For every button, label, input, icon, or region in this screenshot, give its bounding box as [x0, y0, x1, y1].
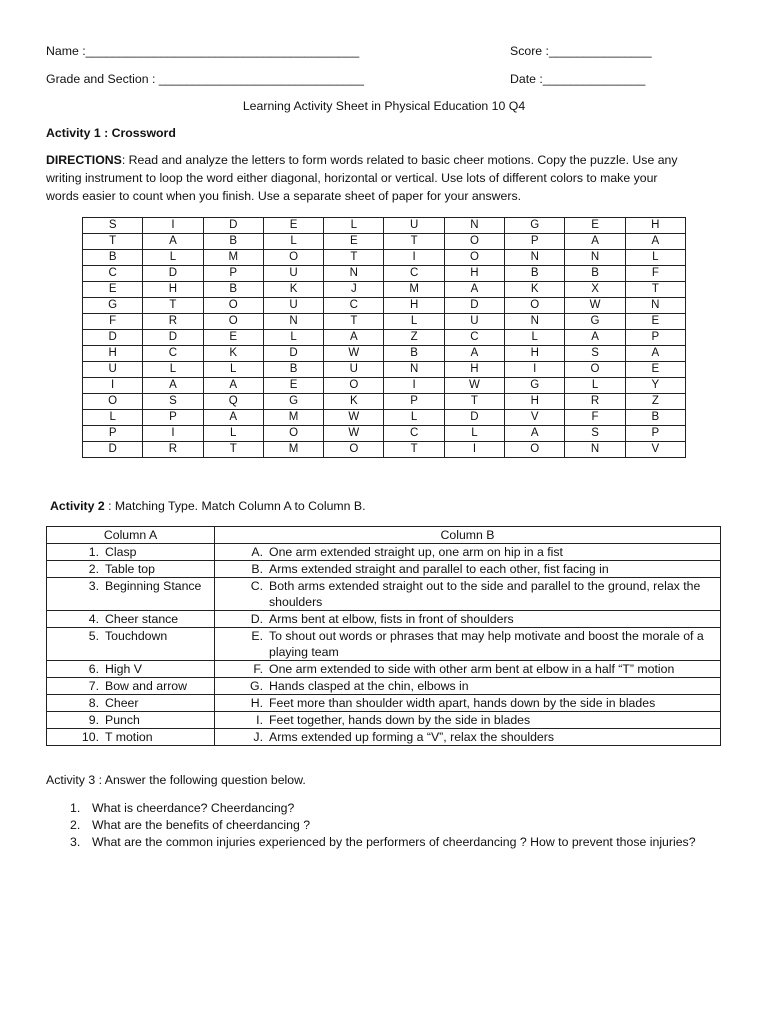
column-b-description: Feet together, hands down by the side in blades: [269, 713, 531, 727]
grid-cell: B: [263, 362, 323, 378]
grid-cell: S: [565, 346, 625, 362]
column-a-cell: [47, 544, 215, 561]
matching-row: [47, 695, 721, 712]
grid-row: [83, 298, 686, 314]
column-a-number: 7.: [88, 679, 99, 693]
grid-cell: U: [83, 362, 143, 378]
column-b-header: Column B: [215, 527, 721, 544]
grid-cell: H: [505, 394, 565, 410]
date-label: Date :: [510, 72, 543, 86]
grid-cell: W: [324, 426, 384, 442]
column-a-term: High V: [105, 662, 142, 676]
grid-cell: Q: [203, 394, 263, 410]
grid-cell: H: [444, 362, 504, 378]
grid-cell: C: [384, 266, 444, 282]
grid-cell: H: [83, 346, 143, 362]
grid-cell: S: [565, 426, 625, 442]
question-number: 2.: [70, 818, 81, 832]
grid-cell: E: [565, 218, 625, 234]
grid-cell: B: [203, 234, 263, 250]
grid-cell: A: [324, 330, 384, 346]
matching-row: [47, 561, 721, 578]
question-text: What is cheerdance? Cheerdancing?: [92, 801, 295, 815]
grid-cell: T: [143, 298, 203, 314]
column-a-term: Beginning Stance: [105, 579, 202, 593]
grid-cell: N: [384, 362, 444, 378]
grid-cell: L: [324, 218, 384, 234]
column-b-cell: [215, 695, 721, 712]
grid-cell: U: [263, 298, 323, 314]
grid-cell: K: [505, 282, 565, 298]
grid-cell: N: [505, 314, 565, 330]
grid-cell: N: [505, 250, 565, 266]
grid-cell: T: [83, 234, 143, 250]
score-label: Score :: [510, 44, 549, 58]
grid-cell: N: [444, 218, 504, 234]
grid-cell: W: [444, 378, 504, 394]
matching-row: [47, 712, 721, 729]
column-b-description: Arms extended up forming a “V”, relax the shoulders: [269, 730, 555, 744]
column-a-cell: [47, 611, 215, 628]
grid-row: [83, 442, 686, 458]
grid-cell: L: [444, 426, 504, 442]
grid-cell: I: [444, 442, 504, 458]
column-b-cell: [215, 628, 721, 661]
grade-line: [46, 72, 364, 86]
column-a-cell: [47, 628, 215, 661]
grid-cell: B: [565, 266, 625, 282]
grid-cell: R: [565, 394, 625, 410]
grid-cell: A: [565, 330, 625, 346]
grid-cell: I: [143, 426, 203, 442]
column-b-letter: A.: [251, 545, 263, 559]
matching-row: [47, 578, 721, 611]
grid-cell: G: [565, 314, 625, 330]
grid-cell: D: [143, 266, 203, 282]
grid-cell: B: [203, 282, 263, 298]
grid-cell: F: [565, 410, 625, 426]
grid-cell: O: [505, 442, 565, 458]
matching-row: [47, 661, 721, 678]
grid-cell: C: [324, 298, 384, 314]
grid-cell: G: [83, 298, 143, 314]
question-number: 1.: [70, 801, 81, 815]
grid-row: [83, 234, 686, 250]
grid-cell: S: [143, 394, 203, 410]
column-b-cell: [215, 678, 721, 695]
grid-row: [83, 394, 686, 410]
grid-cell: R: [143, 442, 203, 458]
directions-text-1: : Read and analyze the letters to form words related to basic cheer motions. Copy the puzzle. Use any: [121, 153, 678, 167]
column-a-number: 9.: [88, 713, 99, 727]
page-title: Learning Activity Sheet in Physical Education 10 Q4: [242, 99, 526, 113]
column-a-cell: [47, 729, 215, 746]
grid-row: [83, 330, 686, 346]
grid-cell: P: [625, 426, 685, 442]
column-a-cell: [47, 561, 215, 578]
grid-cell: B: [505, 266, 565, 282]
grid-cell: L: [384, 410, 444, 426]
grid-cell: M: [384, 282, 444, 298]
grid-cell: Y: [625, 378, 685, 394]
column-a-term: Cheer stance: [105, 612, 179, 626]
grid-cell: K: [263, 282, 323, 298]
grid-cell: J: [324, 282, 384, 298]
grid-cell: Z: [384, 330, 444, 346]
score-line: [510, 44, 652, 58]
grid-cell: F: [625, 266, 685, 282]
grid-cell: X: [565, 282, 625, 298]
grid-cell: P: [83, 426, 143, 442]
grid-cell: A: [444, 282, 504, 298]
grid-cell: A: [203, 410, 263, 426]
grid-row: [83, 282, 686, 298]
matching-table: [46, 526, 721, 746]
grid-cell: O: [444, 250, 504, 266]
grid-cell: U: [384, 218, 444, 234]
column-b-cell: [215, 578, 721, 611]
column-b-letter: D.: [250, 612, 263, 626]
column-a-cell: [47, 678, 215, 695]
column-a-cell: [47, 695, 215, 712]
grid-cell: O: [83, 394, 143, 410]
grid-cell: V: [625, 442, 685, 458]
score-field[interactable]: _______________: [548, 44, 652, 58]
column-a-term: Table top: [105, 562, 155, 576]
grid-cell: O: [444, 234, 504, 250]
grid-cell: C: [143, 346, 203, 362]
column-a-number: 8.: [88, 696, 99, 710]
grid-cell: D: [444, 410, 504, 426]
question-item: [70, 834, 710, 851]
grid-cell: B: [83, 250, 143, 266]
column-a-header: Column A: [47, 527, 215, 544]
grid-cell: Z: [625, 394, 685, 410]
grid-row: [83, 314, 686, 330]
column-b-letter: G.: [250, 679, 263, 693]
grid-row: [83, 266, 686, 282]
grid-cell: R: [143, 314, 203, 330]
column-b-cell: [215, 729, 721, 746]
date-line: [510, 72, 645, 86]
grid-cell: D: [203, 218, 263, 234]
column-a-number: 6.: [88, 662, 99, 676]
grid-cell: E: [625, 314, 685, 330]
grid-cell: A: [203, 378, 263, 394]
grid-cell: D: [83, 442, 143, 458]
grid-cell: O: [324, 378, 384, 394]
column-b-letter: B.: [251, 562, 263, 576]
grid-cell: A: [565, 234, 625, 250]
question-text: What are the common injuries experienced by the performers of cheerdancing ? How to prevent those injuries?: [92, 835, 696, 849]
crossword-grid: [82, 217, 686, 458]
column-a-term: Cheer: [105, 696, 139, 710]
directions-label: DIRECTIONS: [46, 153, 122, 167]
name-label: Name :: [46, 44, 86, 58]
matching-row: [47, 678, 721, 695]
grid-cell: W: [324, 410, 384, 426]
grid-cell: A: [444, 346, 504, 362]
grid-cell: H: [384, 298, 444, 314]
grid-cell: L: [263, 234, 323, 250]
date-field[interactable]: _______________: [542, 72, 646, 86]
grid-cell: M: [203, 250, 263, 266]
column-b-letter: F.: [253, 662, 263, 676]
grid-cell: M: [263, 442, 323, 458]
grid-cell: L: [384, 314, 444, 330]
directions-line-1: [46, 153, 678, 167]
grid-cell: E: [83, 282, 143, 298]
grid-cell: P: [143, 410, 203, 426]
grid-cell: L: [263, 330, 323, 346]
grid-cell: E: [263, 378, 323, 394]
grid-cell: E: [203, 330, 263, 346]
grid-cell: C: [83, 266, 143, 282]
grid-cell: H: [444, 266, 504, 282]
column-b-letter: H.: [250, 696, 263, 710]
column-a-number: 3.: [88, 579, 99, 593]
name-line: [46, 44, 359, 58]
grid-cell: C: [384, 426, 444, 442]
matching-row: [47, 544, 721, 561]
grid-cell: O: [565, 362, 625, 378]
grade-label: Grade and Section :: [46, 72, 156, 86]
column-a-number: 1.: [88, 545, 99, 559]
grid-cell: U: [263, 266, 323, 282]
grid-cell: G: [505, 378, 565, 394]
matching-row: [47, 628, 721, 661]
column-b-description: Hands clasped at the chin, elbows in: [269, 679, 469, 693]
matching-row: [47, 611, 721, 628]
grid-cell: T: [625, 282, 685, 298]
grid-cell: L: [143, 250, 203, 266]
question-list: [70, 800, 710, 851]
grid-cell: A: [505, 426, 565, 442]
grid-cell: L: [505, 330, 565, 346]
column-b-letter: E.: [251, 629, 263, 643]
column-b-cell: [215, 561, 721, 578]
grid-cell: G: [505, 218, 565, 234]
grid-cell: I: [384, 250, 444, 266]
grid-cell: K: [324, 394, 384, 410]
grid-cell: N: [625, 298, 685, 314]
grid-cell: O: [203, 314, 263, 330]
grid-row: [83, 362, 686, 378]
grid-cell: H: [505, 346, 565, 362]
grid-cell: N: [565, 442, 625, 458]
grid-cell: B: [625, 410, 685, 426]
grid-cell: V: [505, 410, 565, 426]
directions-line-2: writing instrument to loop the word either diagonal, horizontal or vertical. Use lots of different colors to make your: [46, 171, 658, 185]
grid-cell: O: [263, 426, 323, 442]
grid-cell: T: [444, 394, 504, 410]
grid-cell: P: [384, 394, 444, 410]
column-a-cell: [47, 661, 215, 678]
grid-cell: L: [565, 378, 625, 394]
grade-field[interactable]: ______________________________: [158, 72, 364, 86]
grid-cell: H: [143, 282, 203, 298]
grid-row: [83, 250, 686, 266]
grid-cell: A: [143, 378, 203, 394]
grid-cell: U: [444, 314, 504, 330]
column-b-description: Arms extended straight and parallel to each other, fist facing in: [269, 562, 609, 576]
grid-cell: M: [263, 410, 323, 426]
grid-cell: D: [83, 330, 143, 346]
grid-cell: D: [444, 298, 504, 314]
column-b-cell: [215, 611, 721, 628]
column-b-description: Both arms extended straight out to the side and parallel to the ground, relax the shoulders: [269, 579, 701, 609]
grid-cell: T: [384, 442, 444, 458]
activity2-heading: [50, 499, 366, 513]
activity2-heading-bold: Activity 2: [50, 499, 105, 513]
grid-cell: O: [203, 298, 263, 314]
grid-cell: N: [324, 266, 384, 282]
question-item: [70, 800, 710, 817]
column-b-description: One arm extended to side with other arm bent at elbow in a half “T” motion: [269, 662, 675, 676]
column-a-term: Bow and arrow: [105, 679, 188, 693]
grid-cell: L: [625, 250, 685, 266]
activity1-heading: Activity 1 : Crossword: [46, 126, 176, 140]
grid-cell: I: [384, 378, 444, 394]
grid-cell: L: [143, 362, 203, 378]
column-a-term: Touchdown: [105, 629, 168, 643]
grid-cell: E: [625, 362, 685, 378]
grid-cell: O: [324, 442, 384, 458]
grid-cell: W: [565, 298, 625, 314]
grid-cell: W: [324, 346, 384, 362]
column-b-description: Arms bent at elbow, fists in front of shoulders: [269, 612, 514, 626]
grid-cell: P: [203, 266, 263, 282]
directions-line-3: words easier to count when you finish. Use a separate sheet of paper for your answers.: [46, 189, 522, 203]
grid-row: [83, 218, 686, 234]
column-b-letter: I.: [256, 713, 263, 727]
column-a-number: 5.: [88, 629, 99, 643]
grid-cell: A: [625, 234, 685, 250]
column-b-cell: [215, 712, 721, 729]
column-a-term: T motion: [105, 730, 153, 744]
grid-cell: I: [83, 378, 143, 394]
grid-row: [83, 346, 686, 362]
grid-cell: L: [203, 362, 263, 378]
column-b-letter: C.: [250, 579, 263, 593]
grid-cell: S: [83, 218, 143, 234]
column-b-cell: [215, 661, 721, 678]
grid-row: [83, 426, 686, 442]
grid-cell: E: [324, 234, 384, 250]
column-b-description: One arm extended straight up, one arm on hip in a fist: [269, 545, 563, 559]
grid-cell: C: [444, 330, 504, 346]
matching-row: [47, 729, 721, 746]
column-b-letter: J.: [253, 730, 263, 744]
column-a-term: Punch: [105, 713, 140, 727]
grid-cell: E: [263, 218, 323, 234]
column-a-number: 10.: [81, 730, 99, 744]
column-b-description: To shout out words or phrases that may help motivate and boost the morale of a playing team: [269, 629, 704, 659]
grid-cell: T: [384, 234, 444, 250]
column-a-number: 2.: [88, 562, 99, 576]
column-a-term: Clasp: [105, 545, 137, 559]
grid-cell: T: [324, 314, 384, 330]
grid-cell: F: [83, 314, 143, 330]
grid-cell: T: [203, 442, 263, 458]
grid-cell: L: [203, 426, 263, 442]
grid-cell: H: [625, 218, 685, 234]
grid-cell: A: [143, 234, 203, 250]
grid-cell: N: [263, 314, 323, 330]
activity2-heading-rest: : Matching Type. Match Column A to Column B.: [104, 499, 366, 513]
grid-cell: L: [83, 410, 143, 426]
grid-row: [83, 410, 686, 426]
grid-cell: T: [324, 250, 384, 266]
column-a-number: 4.: [88, 612, 99, 626]
question-text: What are the benefits of cheerdancing ?: [92, 818, 311, 832]
column-b-cell: [215, 544, 721, 561]
grid-cell: A: [625, 346, 685, 362]
grid-cell: D: [263, 346, 323, 362]
column-a-cell: [47, 712, 215, 729]
grid-cell: N: [565, 250, 625, 266]
grid-cell: D: [143, 330, 203, 346]
grid-cell: U: [324, 362, 384, 378]
grid-cell: B: [384, 346, 444, 362]
grid-cell: O: [263, 250, 323, 266]
grid-cell: K: [203, 346, 263, 362]
grid-row: [83, 378, 686, 394]
name-field[interactable]: ________________________________________: [85, 44, 360, 58]
grid-cell: P: [625, 330, 685, 346]
grid-cell: I: [143, 218, 203, 234]
question-item: [70, 817, 710, 834]
column-a-cell: [47, 578, 215, 611]
grid-cell: O: [505, 298, 565, 314]
question-number: 3.: [70, 835, 81, 849]
grid-cell: P: [505, 234, 565, 250]
grid-cell: I: [505, 362, 565, 378]
grid-cell: G: [263, 394, 323, 410]
activity3-heading: Activity 3 : Answer the following question below.: [46, 773, 306, 787]
column-b-description: Feet more than shoulder width apart, hands down by the side in blades: [269, 696, 656, 710]
